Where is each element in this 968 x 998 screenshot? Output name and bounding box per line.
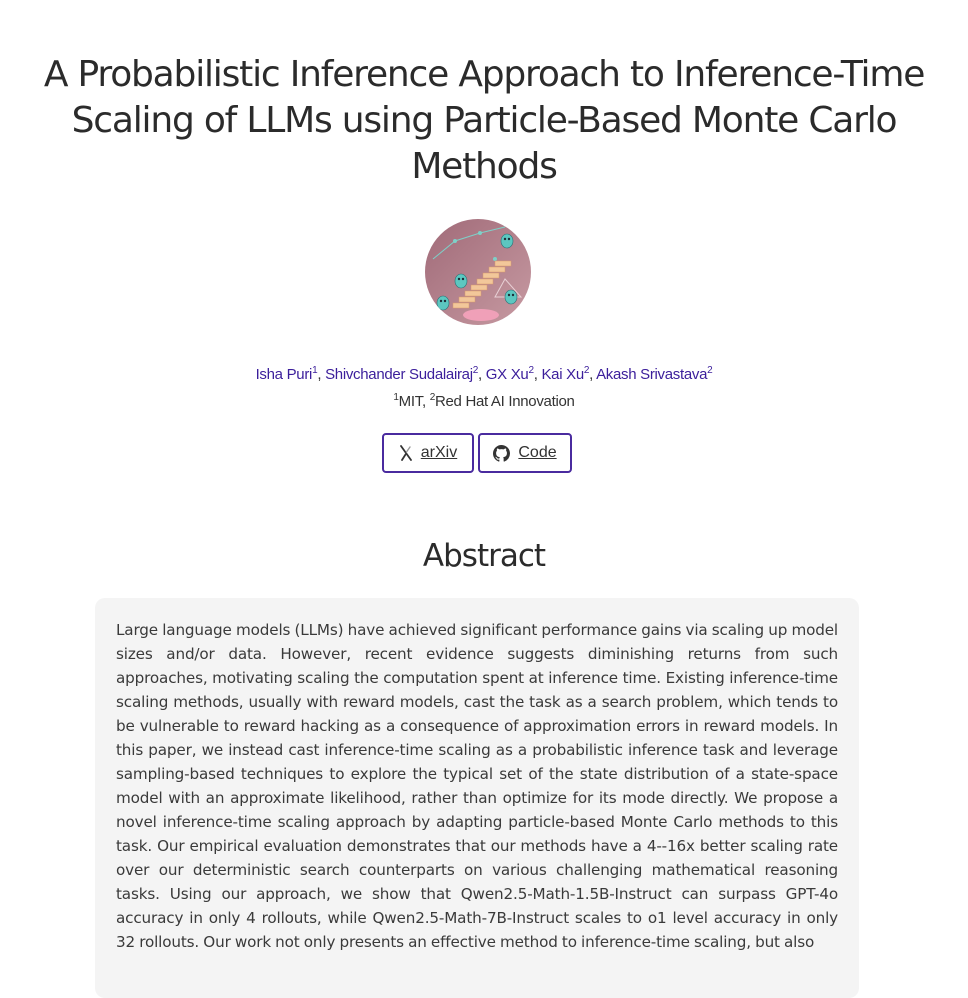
- logo-illustration: [425, 219, 531, 325]
- code-button[interactable]: [478, 433, 572, 473]
- arxiv-icon: [399, 445, 413, 461]
- abstract-heading: Abstract: [422, 538, 546, 574]
- author-link[interactable]: Akash Srivastava$^2$: [596, 365, 713, 383]
- staircase-robots-logo: [425, 219, 531, 325]
- author-link[interactable]: Isha Puri$^1$: [255, 365, 318, 383]
- github-icon: [493, 445, 510, 462]
- abstract-text: Large language models (LLMs) have achieved significant performance gains via scaling up model sizes and/or data. However, recent evidence suggests diminishing returns from such approaches, motivating scaling the computation spent at inference time. Existing inference-time scaling methods, usually with reward models, cast the task as a search problem, which tends to be vulnerable to reward hacking as a consequence of approximation errors in reward models. In this paper, we instead cast inference-time scaling as a probabilistic inference task and leverage sampling-based techniques to explore the typical set of the state distribution of a state-space model with an approximate likelihood, rather than optimize for its mode directly. We propose a novel inference-time scaling approach by adapting particle-based Monte Carlo methods to this task. Our empirical evaluation demonstrates that our methods have a 4--16x better scaling rate over our deterministic search counterparts on various challenging mathematical reasoning tasks. Using our approach, we show that Qwen2.5-Math-1.5B-Instruct can surpass GPT-4o accuracy in only 4 rollouts, while Qwen2.5-Math-7B-Instruct scales to o1 level accuracy in only 32 rollouts. Our work not only presents an effective method to inference-time scaling, but also: [116, 621, 838, 951]
- author-link[interactable]: Shivchander Sudalairaj$^2$: [325, 365, 479, 383]
- paper-links: [382, 433, 572, 473]
- abstract-box: [95, 598, 859, 998]
- author-link[interactable]: GX Xu$^2$: [485, 365, 534, 383]
- arxiv-button[interactable]: [382, 433, 474, 473]
- author-list: Isha Puri$^1$, Shivchander Sudalairaj$^2$, GX Xu$^2$, Kai Xu$^2$, Akash Srivastava$^2$: [255, 365, 713, 383]
- affiliations: $^1$MIT, $^2$Red Hat AI Innovation: [393, 392, 575, 410]
- author-link[interactable]: Kai Xu$^2$: [541, 365, 590, 383]
- page-title: A Probabilistic Inference Approach to Inference-Time Scaling of LLMs using Particle-Based Monte Carlo Methods: [43, 54, 925, 187]
- code-label: Code: [518, 444, 557, 461]
- arxiv-label: arXiv: [420, 444, 458, 461]
